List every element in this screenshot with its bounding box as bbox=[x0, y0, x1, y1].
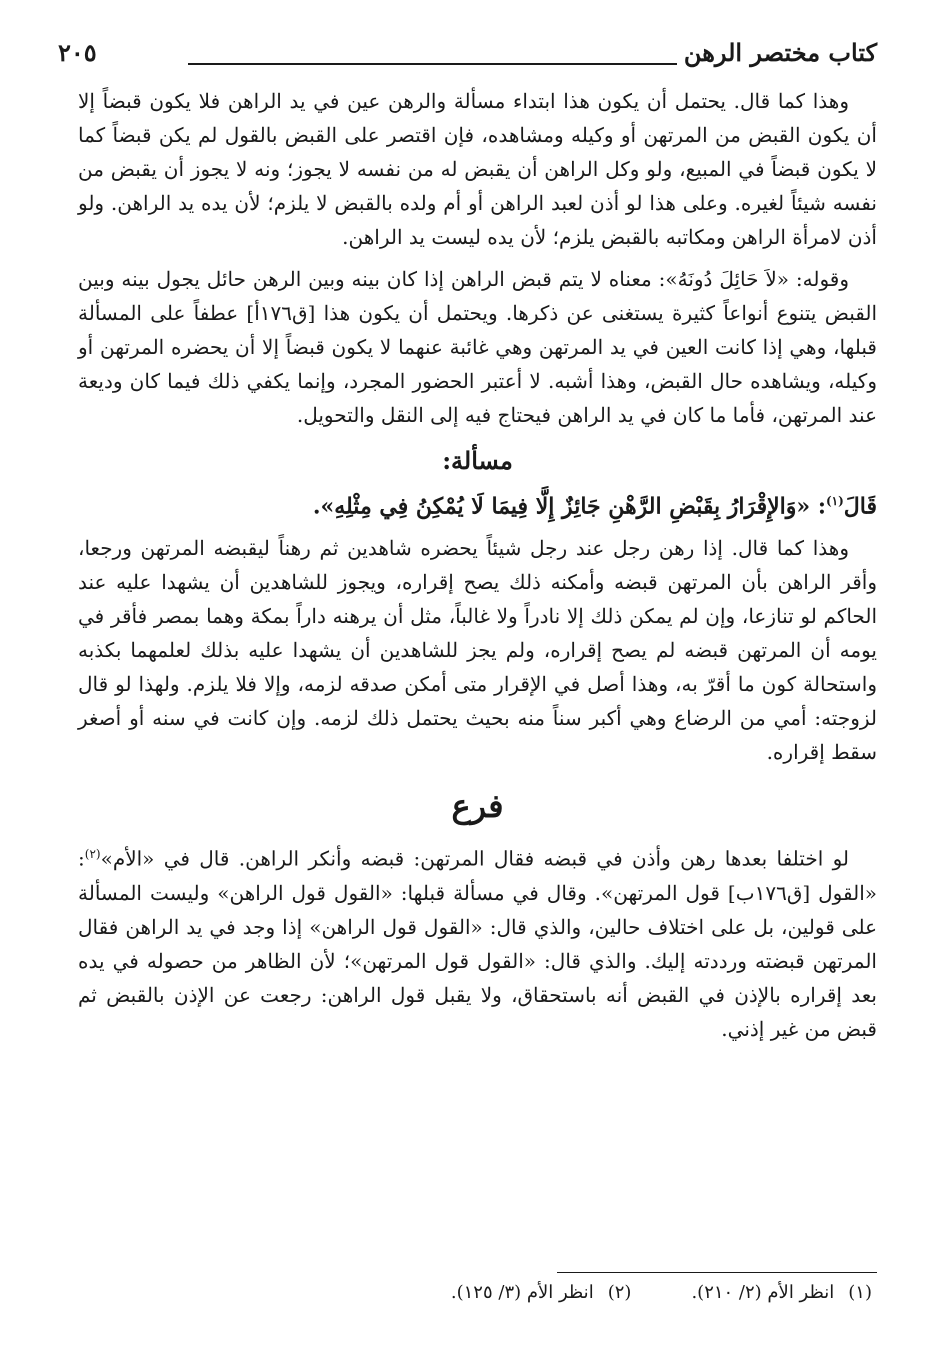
page-number: ٢٠٥ bbox=[58, 38, 97, 67]
page-body bbox=[78, 84, 877, 1054]
footnote-2-number: (٢) bbox=[607, 1282, 632, 1303]
section-heading-masala: مسألة: bbox=[442, 446, 513, 475]
footnote-2 bbox=[451, 1282, 632, 1303]
quote-body: : «وَالإِقْرَارُ بِقَبْضِ الرَّهْنِ جَائِزٌ إِلَّا فِيمَا لَا يُمْكِنُ فِي مِثْلِهِ». bbox=[312, 493, 826, 520]
section-heading-far: فرع bbox=[451, 787, 504, 826]
paragraph-4-part-a: لو اختلفا بعدها رهن وأذن في قبضه فقال المرتهن: قبضه وأنكر الراهن. قال في «الأم» bbox=[100, 846, 849, 871]
page-header bbox=[58, 38, 877, 78]
paragraph-4 bbox=[78, 837, 877, 1046]
footnote-ref-1: (١) bbox=[825, 494, 844, 508]
footnotes bbox=[80, 1282, 872, 1303]
quoted-text bbox=[78, 484, 877, 523]
book-title: كتاب مختصر الرهن bbox=[683, 38, 877, 67]
paragraph-4-part-b: : «القول [ق١٧٦ب] قول المرتهن». وقال في مسألة قبلها: «القول قول الراهن» وليست المسألة على قولين، بل على اختلاف حالين، والذي قال: «القول قول الراهن» إذا وجد في يد الراهن فقال المرتهن قبضته ورددته إليك. والذي قال: «القول قول المرتهن»؛ لأن الظاهر من حصوله في يده بعد إقراره بالإذن في القبض أنه باستحقاق، ولا يقبل قول الراهن: رجعت عن الإذن بالقبض ثم قبض من غير إذني. bbox=[78, 846, 878, 1041]
paragraph-2: وقوله: «لاَ حَائِلَ دُونَهُ»: معناه لا يتم قبض الراهن إذا كان بينه وبين الرهن حائل يجول بينه وبين القبض يتنوع أنواعاً كثيرة يستغنى عن ذكرها. ويحتمل أن يكون هذا [ق١٧٦أ] عطفاً على المسألة قبلها، وهي إذا كانت العين في يد المرتهن وهي غائبة عنهما لا يكون قبضاً إلا أن يحضره المرتهن أو وكيله، ويشاهده حال القبض، وهذا أشبه. لا أعتبر الحضور المجرد، وإنما يكفي ذلك فيما كان وديعة عند المرتهن، فأما ما كان في يد الراهن فيحتاج فيه إلى النقل والتحويل. bbox=[78, 267, 878, 427]
footnote-1 bbox=[691, 1282, 872, 1303]
paragraph-3: وهذا كما قال. إذا رهن رجل عند رجل شيئاً يحضره شاهدين ثم رهناً ليقبضه المرتهن ورجعا، وأقر الراهن بأن المرتهن قبضه وأمكنه ذلك يصح إقراره، ويجوز للشاهدين أن يشهدا عليه عند الحاكم لو تنازعا، وإن لم يمكن ذلك إلا نادراً ولا غالباً، مثل أن يرهنه داراً بمكة وهما بمصر فأقر في يومه أن المرتهن قبضه لم يصح إقراره، ولم يجز للشاهدين أن يشهدا عليه بذلك لعلمهما بكذبه واستحالة كون ما أقرّ به، وهذا أصل في الإقرار متى أمكن صدقه لزمه، وإلا فلا يلزم. ولهذا لو قال لزوجته: أمي من الرضاع وهي أكبر سناً منه بحيث يحتمل ذلك لزمه. وإن كانت في سنه أو أصغر سقط إقراره. bbox=[78, 536, 877, 765]
footnote-1-number: (١) bbox=[848, 1282, 872, 1303]
header-rule bbox=[188, 63, 677, 65]
footnote-2-text: انظر الأم (٣/ ١٢٥). bbox=[450, 1282, 594, 1303]
footnote-ref-2: (٢) bbox=[84, 847, 101, 862]
quote-prefix: قَالَ bbox=[843, 493, 877, 520]
paragraph-1: وهذا كما قال. يحتمل أن يكون هذا ابتداء مسألة والرهن عين في يد الراهن فلا يكون قبضاً إلا أن يكون القبض من المرتهن أو وكيله ومشاهده، فإن اقتصر على القبض بالقول لم يكن قبضاً كما لا يكون قبضاً في المبيع، ولو وكل الراهن أن يقبض له من نفسه لا يجوز؛ ونه لا يجوز أن يقبض من نفسه شيئاً لغيره. وعلى هذا لو أذن لعبد الراهن أو أم ولده بالقبض لا يلزم؛ لأن يده يد الراهن. ولو أذن لامرأة الراهن ومكاتبه بالقبض يلزم؛ لأن يده ليست يد الراهن. bbox=[78, 89, 877, 249]
footnote-1-text: انظر الأم (٢/ ٢١٠). bbox=[691, 1282, 835, 1303]
footnote-rule bbox=[557, 1272, 877, 1273]
